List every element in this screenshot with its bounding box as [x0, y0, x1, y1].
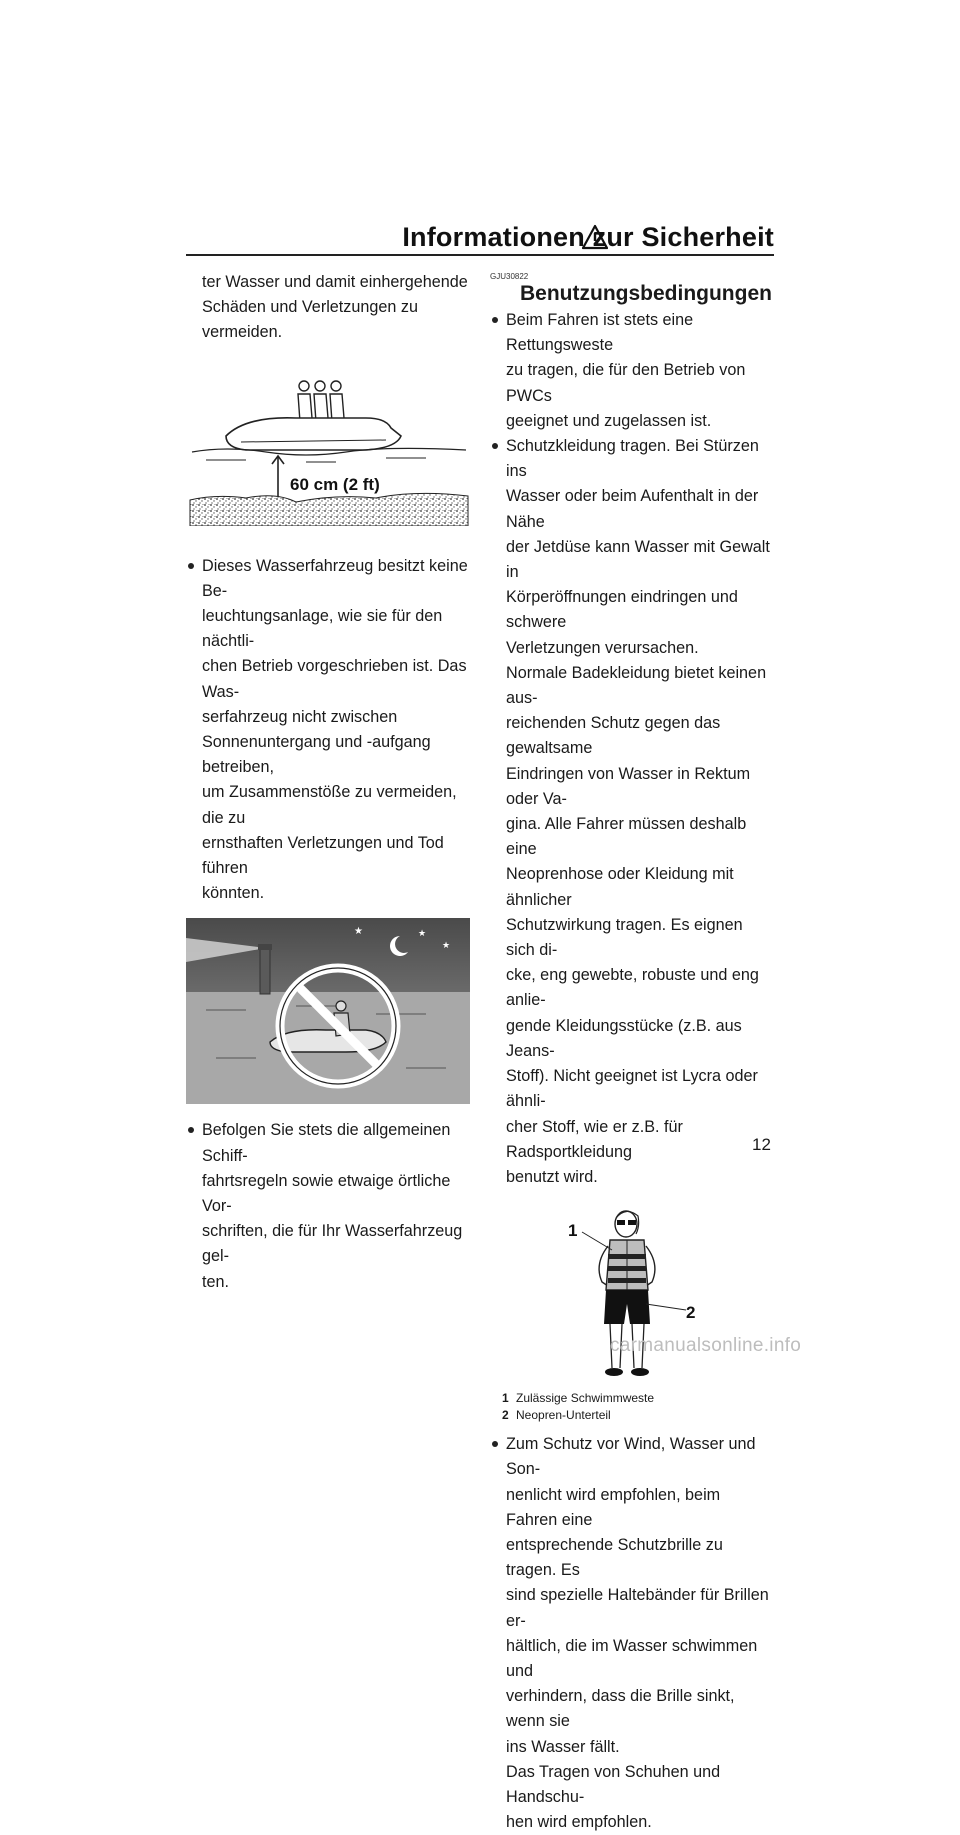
- text-line: zu tragen, die für den Betrieb von PWCs: [506, 361, 746, 405]
- figure-legend: [490, 1390, 774, 1424]
- legend-item: 1 Zulässige Schwimmweste: [502, 1391, 655, 1406]
- bullet-item: [490, 434, 774, 1190]
- text-line: Schutzwirkung tragen. Es eignen sich di-: [506, 915, 743, 960]
- section-title: Benutzungsbedingungen: [520, 282, 772, 305]
- text-line: ernsthaften Verletzungen und Tod führen: [202, 833, 444, 878]
- text-line: Befolgen Sie stets die allgemeinen Schiff-: [202, 1121, 451, 1165]
- figure-jetski-depth: [186, 366, 470, 526]
- section-code: GJU30822: [490, 272, 529, 281]
- left-column: [186, 270, 470, 1295]
- figure-night-prohibited: [186, 918, 470, 1104]
- text-line: ins Wasser fällt.: [506, 1737, 620, 1756]
- legend-item: 2 Neopren-Unterteil: [502, 1408, 611, 1423]
- svg-text:★: ★: [354, 926, 363, 938]
- text-line: sind spezielle Haltebänder für Brillen er-: [506, 1586, 769, 1630]
- text-line: Normale Badekleidung bietet keinen aus-: [506, 663, 767, 708]
- page-number: 12: [752, 1135, 771, 1154]
- text-line: entsprechende Schutzbrille zu tragen. Es: [506, 1535, 723, 1580]
- footer-watermark: carmanualsonline.info: [610, 1335, 802, 1356]
- text-line: Schäden und Verletzungen zu vermeiden.: [202, 298, 419, 342]
- text-line: fahrtsregeln sowie etwaige örtliche Vor-: [202, 1171, 451, 1216]
- callout-1: 1: [568, 1221, 578, 1241]
- right-column: [490, 270, 774, 1835]
- text-line: Schutzkleidung tragen. Bei Stürzen ins: [506, 437, 759, 481]
- text-line: gende Kleidungsstücke (z.B. aus Jeans-: [506, 1016, 742, 1060]
- svg-text:★: ★: [442, 940, 451, 951]
- text-line: cke, eng gewebte, robuste und eng anlie-: [506, 966, 759, 1010]
- text-line: Körperöffnungen eindringen und schwere: [506, 588, 738, 632]
- text-line: Sonnenuntergang und -aufgang betreiben,: [202, 733, 431, 777]
- page-header: [186, 222, 774, 256]
- svg-text:★: ★: [418, 928, 427, 939]
- text-line: Neoprenhose oder Kleidung mit ähnlicher: [506, 865, 734, 909]
- text-line: hältlich, die im Wasser schwimmen und: [506, 1636, 758, 1680]
- text-line: Dieses Wasserfahrzeug besitzt keine Be-: [202, 556, 468, 600]
- bullet-item: [186, 1118, 470, 1294]
- text-line: der Jetdüse kann Wasser mit Gewalt in: [506, 537, 770, 582]
- text-line: cher Stoff, wie er z.B. für Radsportkleidung: [506, 1117, 683, 1161]
- text-line: Verletzungen verursachen.: [506, 638, 699, 657]
- text-line: serfahrzeug nicht zwischen: [202, 707, 398, 726]
- depth-label: 60 cm (2 ft): [290, 474, 380, 494]
- bullet-dot: [188, 1127, 194, 1133]
- figure-life-vest-person: [490, 1204, 774, 1384]
- text-line: geeignet und zugelassen ist.: [506, 411, 712, 430]
- text-line: um Zusammenstöße zu vermeiden, die zu: [202, 783, 457, 827]
- text-line: nenlicht wird empfohlen, beim Fahren eine: [506, 1485, 721, 1529]
- text-line: ter Wasser und damit einhergehende: [202, 273, 468, 291]
- page-title: Informationen zur Sicherheit: [402, 222, 774, 252]
- text-line: Stoff). Nicht geeignet ist Lycra oder ähnli-: [506, 1067, 758, 1111]
- text-line: ten.: [202, 1272, 230, 1291]
- text-line: Beim Fahren ist stets eine Rettungsweste: [506, 311, 694, 355]
- text-line: reichenden Schutz gegen das gewaltsame: [506, 714, 721, 758]
- bullet-item: [186, 554, 470, 907]
- bullet-dot: [492, 317, 498, 323]
- bullet-item: [490, 308, 774, 434]
- text-line: leuchtungsanlage, wie sie für den nächtli-: [202, 607, 443, 651]
- text-line: verhindern, dass die Brille sinkt, wenn sie: [506, 1687, 735, 1731]
- text-line: gina. Alle Fahrer müssen deshalb eine: [506, 815, 747, 859]
- bullet-item: [490, 1432, 774, 1835]
- intro-text: [186, 270, 470, 346]
- text-line: Zum Schutz vor Wind, Wasser und Son-: [506, 1435, 756, 1479]
- text-line: hen wird empfohlen.: [506, 1813, 652, 1832]
- text-line: schriften, die für Ihr Wasserfahrzeug gel-: [202, 1222, 463, 1266]
- text-line: könnten.: [202, 884, 265, 903]
- text-line: benutzt wird.: [506, 1167, 598, 1186]
- text-line: Das Tragen von Schuhen und Handschu-: [506, 1762, 721, 1806]
- text-line: chen Betrieb vorgeschrieben ist. Das Was-: [202, 657, 467, 701]
- bullet-dot: [188, 563, 194, 569]
- text-line: Wasser oder beim Aufenthalt in der Nähe: [506, 487, 759, 531]
- bullet-dot: [492, 1441, 498, 1447]
- text-line: Eindringen von Wasser in Rektum oder Va-: [506, 764, 751, 808]
- callout-2: 2: [686, 1303, 696, 1323]
- bullet-dot: [492, 443, 498, 449]
